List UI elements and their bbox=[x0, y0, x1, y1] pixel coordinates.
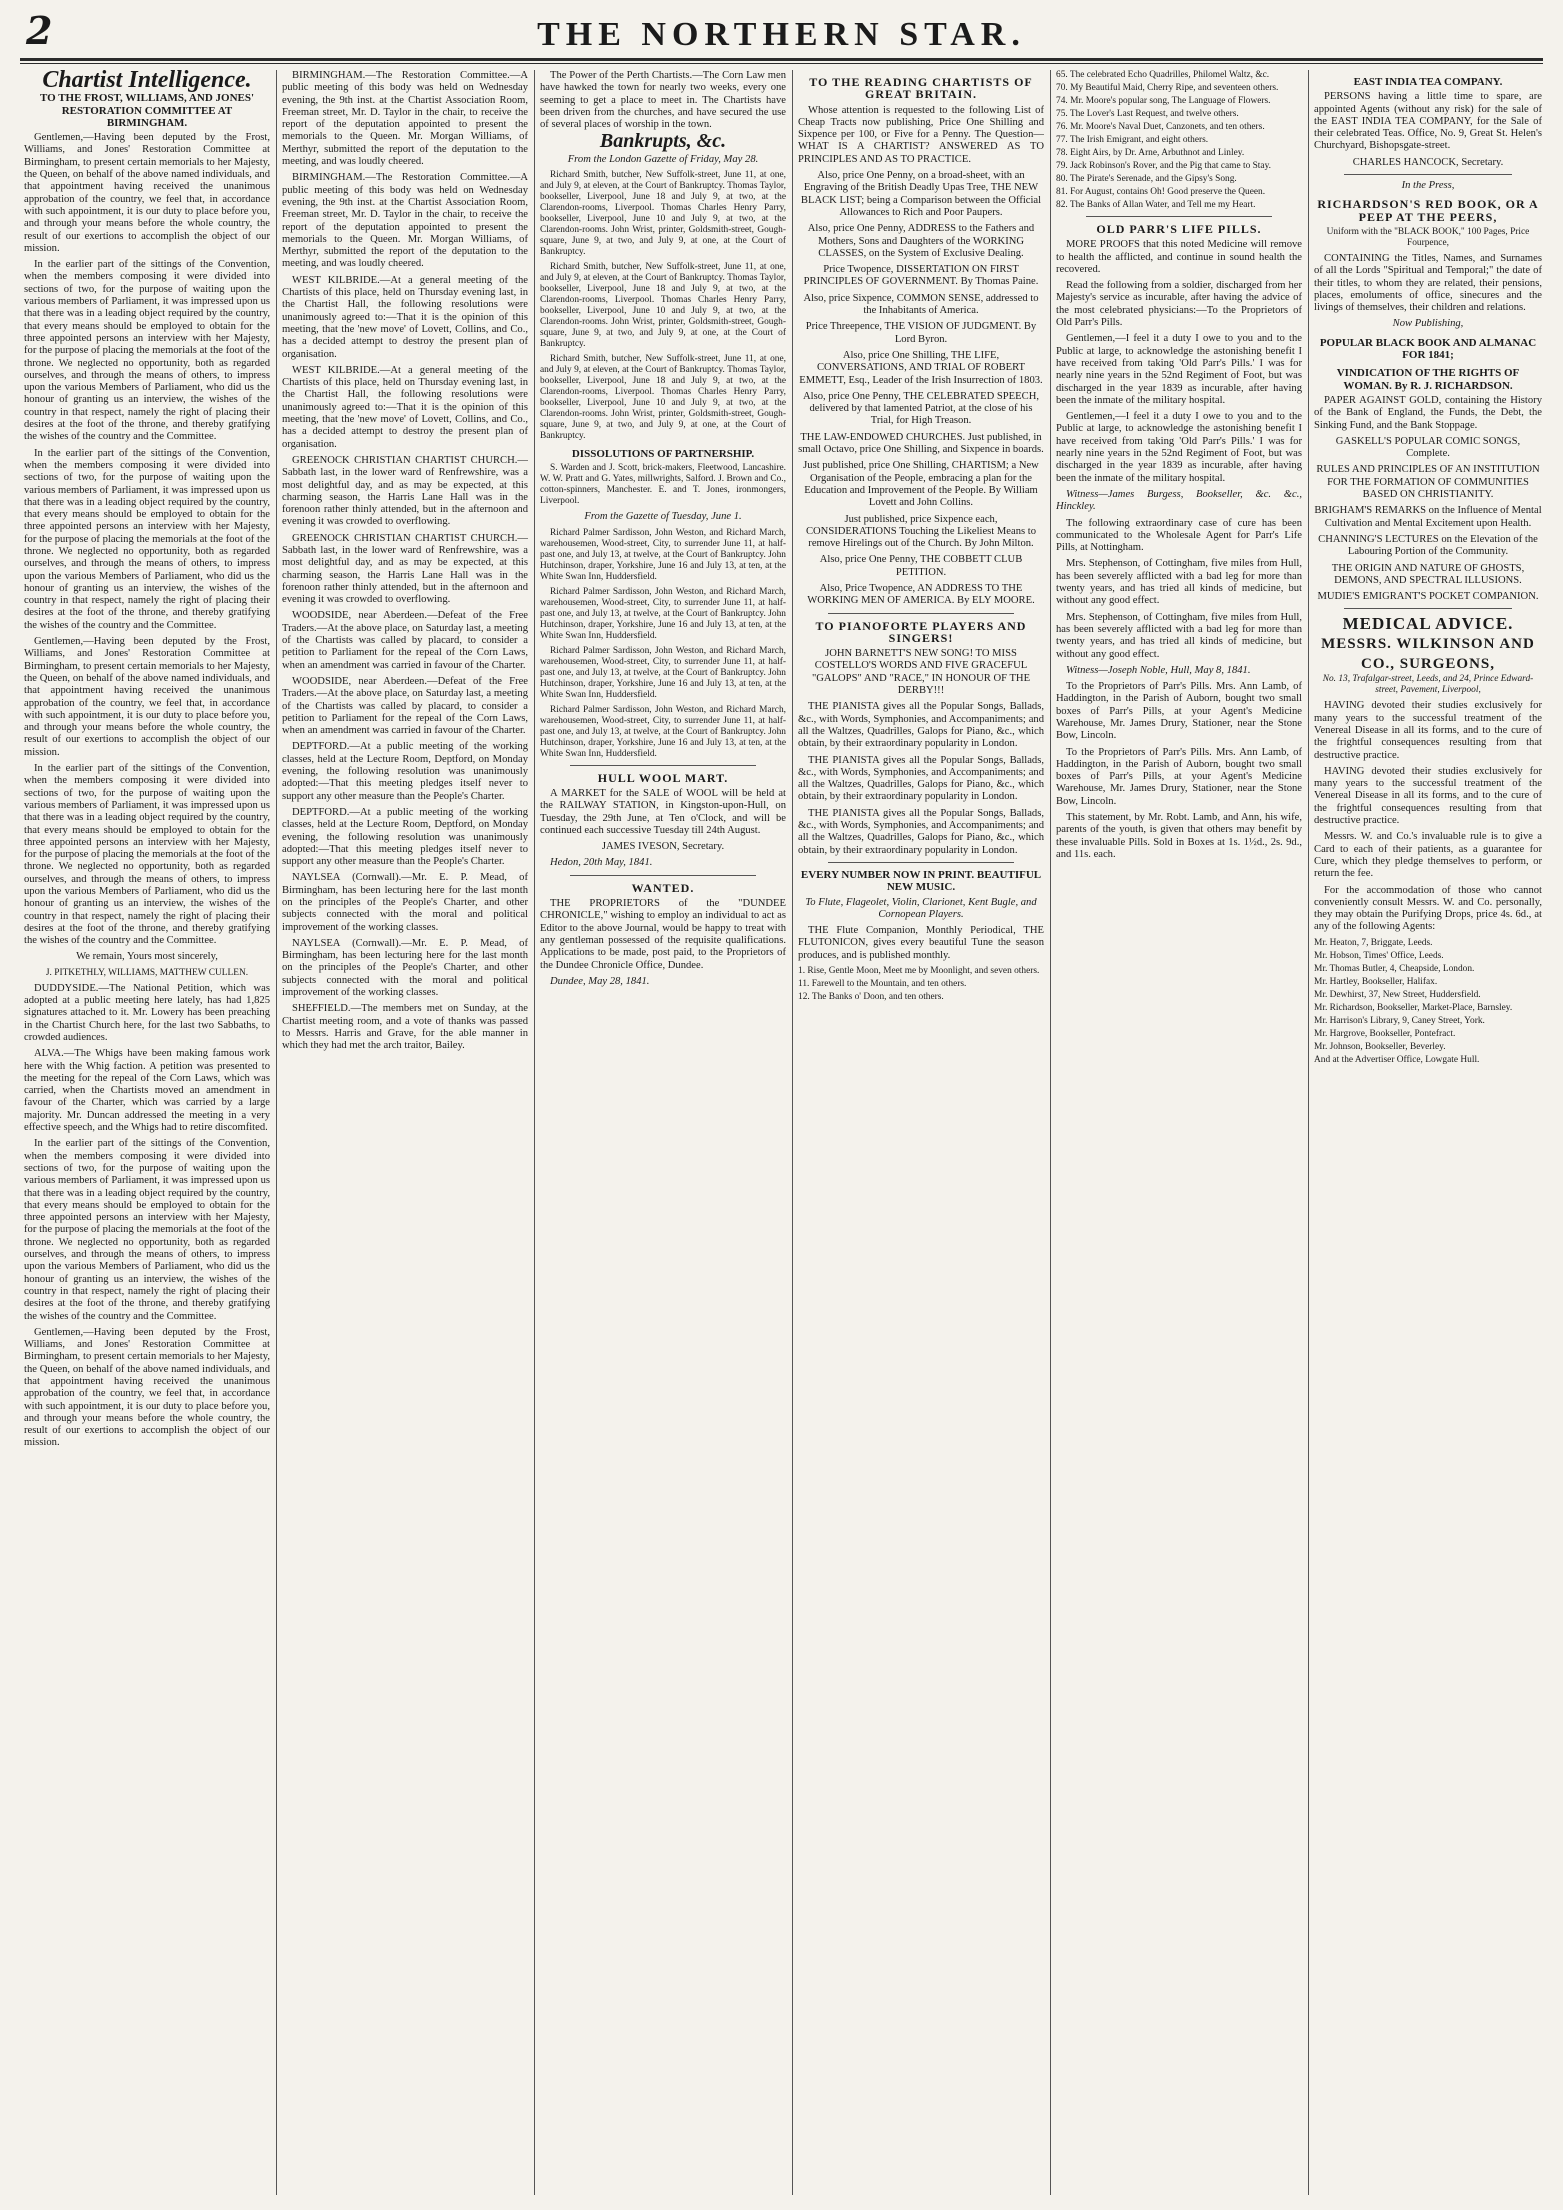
list-item: 78. Eight Airs, by Dr. Arne, Arbuthnot and Linley. bbox=[1056, 148, 1245, 158]
divider bbox=[828, 862, 1014, 863]
tract-item: Also, price One Shilling, THE LIFE, CONVERSATIONS, AND TRIAL OF ROBERT EMMETT, Esq., Leader of the Irish Insurrection of 1803. bbox=[799, 349, 1043, 386]
agent-item: Mr. Harrison's Library, 9, Caney Street, York. bbox=[1314, 1015, 1485, 1026]
tract-item: Price Threepence, THE VISION OF JUDGMENT. By Lord Byron. bbox=[805, 321, 1037, 345]
parr-text: Gentlemen,—I feel it a duty I owe to you and to the Public at large, to acknowledge the astonishing benefit I have received from taking 'Old Parr's Pills.' I was for nearly nine years in the 52nd Regiment of Foot, but was discharged in the year 1839 as incurable, after having been the inmate of the military hospital. bbox=[1056, 333, 1302, 406]
dissolutions-list: S. Warden and J. Scott, brick-makers, Fleetwood, Lancashire. W. W. Pratt and G. Yates, millwrights, Salford. J. Brown and Co., cotton-spinners, Manchester. E. and T. Jones, ironmongers, Liverpool. bbox=[540, 463, 786, 507]
parr-text: Read the following from a soldier, discharged from her Majesty's service as incurable, after having the advice of the most celebrated physicians:—To the Proprietors of Old Parr's Pills. bbox=[1056, 280, 1302, 329]
article-paragraph: Gentlemen,—Having been deputed by the Frost, Williams, and Jones' Restoration Committee at Birmingham, to present certain memorials to her Majesty, the Queen, on behalf of the above named individuals, and that appointment having received the unanimous approbation of the country, we feel that, in accordance with such appointment, it is our duty to place before you, and through your means before the whole country, the result of our exertions to accomplish the object of our mission. bbox=[24, 636, 270, 758]
article-heading: TO THE FROST, WILLIAMS, AND JONES' RESTORATION COMMITTEE AT BIRMINGHAM. bbox=[39, 92, 255, 129]
article-paragraph: NAYLSEA (Cornwall).—Mr. E. P. Mead, of Birmingham, has been lecturing here for the last month on the principles of the People's Charter, and other subjects connected with the moral and political improvement of the working classes. bbox=[282, 872, 528, 933]
tract-item: Also, Price Twopence, AN ADDRESS TO THE WORKING MEN OF AMERICA. By ELY MOORE. bbox=[807, 582, 1035, 607]
hull-wool-text: A MARKET for the SALE of WOOL will be held at the RAILWAY STATION, in Kingston-upon-Hull, on Tuesday, the 29th June, at Ten o'Clock, and will be continued each successive Tuesday till 24th August. bbox=[540, 787, 786, 836]
column-divider bbox=[276, 70, 277, 2195]
agent-item: Mr. Dewhirst, 37, New Street, Huddersfield. bbox=[1314, 989, 1481, 1000]
list-item: 74. Mr. Moore's popular song, The Language of Flowers. bbox=[1056, 96, 1271, 106]
vindication-heading: VINDICATION OF THE RIGHTS OF WOMAN. By R. J. RICHARDSON. bbox=[1336, 367, 1520, 392]
article-paragraph: BIRMINGHAM.—The Restoration Committee.—A public meeting of this body was held on Wednesday evening, the 9th inst. at the Chartist Association Room, Freeman street, Mr. D. Taylor in the chair, to receive the report of the deputation appointed to present the memorials to the Queen. Mr. Morgan Williams, of Merthyr, submitted the report of the deputation to the meeting, and was loudly cheered. bbox=[282, 70, 528, 168]
list-item: 77. The Irish Emigrant, and eight others. bbox=[1056, 135, 1209, 145]
richardson-sub: Uniform with the "BLACK BOOK," 100 Pages, Price Fourpence, bbox=[1326, 226, 1530, 248]
column-2 bbox=[282, 70, 528, 2195]
column-divider bbox=[1050, 70, 1051, 2195]
article-paragraph: In the earlier part of the sittings of the Convention, when the members composing it were divided into sections of two, for the purpose of waiting upon the various members of Parliament, it was impressed upon us that there was in a leading object required by the country, that every means should be employed to obtain for the three appointed persons an interview with her Majesty, for the purpose of placing the memorials at the foot of the throne. We neglected no opportunity, both as regarded ourselves, and through the means of others, to impress upon the various Members of Parliament, who did us the honour of granting us an interview, the wishes of the country in that respect, namely the right of placing their desires at the foot of the throne, and thereby gratifying the wishes of the country and the Committee. bbox=[24, 763, 270, 947]
list-item: 80. The Pirate's Serenade, and the Gipsy's Song. bbox=[1056, 174, 1237, 184]
agent-item: Mr. Hobson, Times' Office, Leeds. bbox=[1314, 950, 1444, 961]
tract-item: Also, price One Penny, on a broad-sheet, with an Engraving of the British Deadly Upas Tree, THE NEW BLACK LIST; being a Comparison between the Official Allowances to Rich and Poor Paupers. bbox=[800, 170, 1042, 218]
music-heading: EVERY NUMBER NOW IN PRINT. BEAUTIFUL NEW MUSIC. bbox=[800, 868, 1042, 894]
almanac-label: Now Publishing, bbox=[1392, 318, 1464, 330]
parr-text: The following extraordinary case of cure has been communicated to the Wholesale Agent for Parr's Life Pills, at Nottingham. bbox=[1056, 517, 1302, 554]
tracts-heading: TO THE READING CHARTISTS OF GREAT BRITAIN. bbox=[809, 75, 1033, 102]
wanted-heading: WANTED. bbox=[631, 880, 695, 895]
masthead-rule-thin bbox=[20, 63, 1543, 64]
gaskell-heading: GASKELL'S POPULAR COMIC SONGS, Complete. bbox=[1335, 435, 1521, 460]
rules-heading: RULES AND PRINCIPLES OF AN INSTITUTION FOR THE FORMATION OF COMMUNITIES BASED ON CHRISTIANITY. bbox=[1316, 464, 1540, 501]
parr-text: To the Proprietors of Parr's Pills. Mrs. Ann Lamb, of Haddington, in the Parish of Auborn, bought two small boxes of Parr's Pills, at your Agent's Medicine Warehouse, Mr. James Drury, Stationer, near the Stone Bow, Lincoln. bbox=[1056, 681, 1302, 742]
channing-heading: CHANNING'S LECTURES on the Elevation of the Labouring Portion of the Community. bbox=[1318, 533, 1538, 558]
page-number: 2 bbox=[26, 8, 53, 53]
list-item: 75. The Lover's Last Request, and twelve others. bbox=[1056, 109, 1239, 119]
origin-heading: THE ORIGIN AND NATURE OF GHOSTS, DEMONS, AND SPECTRAL ILLUSIONS. bbox=[1331, 562, 1525, 586]
piano-text: THE PIANISTA gives all the Popular Songs, Ballads, &c., with Words, Symphonies, and Accompaniments; and all the Waltzes, Quadrilles, Galops for Piano, &c., which obtain, by their extraordinary popularity in London. bbox=[798, 754, 1044, 803]
article-paragraph: Gentlemen,—Having been deputed by the Frost, Williams, and Jones' Restoration Committee at Birmingham, to present certain memorials to her Majesty, the Queen, on behalf of the above named individuals, and that appointment having received the unanimous approbation of the country, we feel that, in accordance with such appointment, it is our duty to place before you, and through your means before the whole country, the result of our exertions to accomplish the object of our mission. bbox=[24, 1326, 270, 1449]
agent-item: Mr. Hargrove, Bookseller, Pontefract. bbox=[1314, 1028, 1456, 1039]
list-item: 1. Rise, Gentle Moon, Meet me by Moonlight, and seven others. bbox=[798, 966, 1040, 976]
column-4 bbox=[798, 70, 1044, 2195]
music-text: THE Flute Companion, Monthly Periodical, THE FLUTONICON, gives every beautiful Tune the season produces, and is published monthly. bbox=[798, 925, 1044, 961]
list-item: 79. Jack Robinson's Rover, and the Pig that came to Stay. bbox=[1056, 161, 1271, 171]
piano-text: THE PIANISTA gives all the Popular Songs, Ballads, &c., with Words, Symphonies, and Accompaniments; and all the Waltzes, Quadrilles, Galops for Piano, &c., which obtain, by their extraordinary popularity in London. bbox=[798, 701, 1044, 750]
parr-footer: This statement, by Mr. Robt. Lamb, and Ann, his wife, parents of the youth, is given that others may benefit by these invaluable Pills. Sold in Boxes at 1s. 1½d., 2s. 9d., and 11s. each. bbox=[1056, 812, 1302, 860]
music-list bbox=[1056, 70, 1302, 211]
brigham-heading: BRIGHAM'S REMARKS on the Influence of Mental Cultivation and Mental Excitement upon Health. bbox=[1314, 505, 1542, 529]
article-paragraph: WEST KILBRIDE.—At a general meeting of the Chartists of this place, held on Thursday evening last, in the Chartist Hall, the following resolutions were unanimously agreed to:—That it is the opinion of this meeting, that the 'new move' of Lovett, Collins, and Co., has a decided attempt to destroy the present plan of organisation. bbox=[282, 274, 528, 360]
medical-text: HAVING devoted their studies exclusively for many years to the successful treatment of the Venereal Disease in all its forms, and to the cure of the frightful consequences resulting from that destructive practice. bbox=[1314, 765, 1542, 827]
section-title: Chartist Intelligence. bbox=[42, 70, 252, 93]
gazette-date: From the London Gazette of Friday, May 28. bbox=[567, 153, 759, 165]
piano-sub: JOHN BARNETT'S NEW SONG! TO MISS COSTELLO'S WORDS AND FIVE GRACEFUL "GALOPS" AND "RACE," IN HONOUR OF THE DERBY!!! bbox=[811, 648, 1031, 697]
tract-item: THE LAW-ENDOWED CHURCHES. Just published, in small Octavo, price One Shilling, and Sixpence in boards. bbox=[798, 431, 1044, 456]
hull-wool-date: Hedon, 20th May, 1841. bbox=[550, 857, 653, 869]
wanted-date: Dundee, May 28, 1841. bbox=[550, 975, 650, 987]
bankrupts-list: Richard Smith, butcher, New Suffolk-street, June 11, at one, and July 9, at eleven, at the Court of Bankruptcy. Thomas Taylor, bookseller, Liverpool, June 18 and July 9, at two, at the Clarendon-rooms, Liverpool. Thomas Charles Henry Parry, bookseller, Liverpool, June 10 and July 9, at two, at the Clarendon-rooms. John Wrist, printer, Goldsmith-street, Gough-square, June 9, at two, and July 9, at one, at the Court of Bankruptcy. bbox=[540, 262, 786, 350]
signature-label: We remain, Yours most sincerely, bbox=[76, 951, 218, 963]
medical-text: HAVING devoted their studies exclusively for many years to the successful treatment of the Venereal Disease in all its forms, and to the cure of the frightful consequences resulting from that destructive practice. bbox=[1314, 700, 1542, 761]
tract-item: Also, price Sixpence, COMMON SENSE, addressed to the Inhabitants of America. bbox=[803, 292, 1039, 317]
article-paragraph: In the earlier part of the sittings of the Convention, when the members composing it were divided into sections of two, for the purpose of waiting upon the various members of Parliament, it was impressed upon us that there was in a leading object required by the country, that every means should be employed to obtain for the three appointed persons an interview with her Majesty, for the purpose of placing the memorials at the foot of the throne. We neglected no opportunity, both as regarded ourselves, and through the means of others, to impress upon the various Members of Parliament, who did us the honour of granting us an interview, the wishes of the country in that respect, namely the right of placing their desires at the foot of the throne, and thereby gratifying the wishes of the country and the Committee. bbox=[24, 259, 270, 443]
article-paragraph: GREENOCK CHRISTIAN CHARTIST CHURCH.—Sabbath last, in the lower ward of Renfrewshire, was a most delightful day, and as may be expected, at this charming season, the Harris Lane Hall was in the forenoon rather thinly attended, but in the afternoon and evening it was crowded to overflowing. bbox=[282, 532, 528, 606]
tract-item: Just published, price One Shilling, CHARTISM; a New Organisation of the People, embracing a plan for the Education and Improvement of the People. By William Lovett and John Collins. bbox=[803, 460, 1039, 509]
dissolutions-heading: DISSOLUTIONS OF PARTNERSHIP. bbox=[571, 448, 755, 461]
hull-wool-heading: HULL WOOL MART. bbox=[597, 770, 729, 785]
column-3 bbox=[540, 70, 786, 2195]
divider bbox=[1086, 216, 1272, 217]
music-list bbox=[798, 966, 1044, 1003]
agents-heading: For the accommodation of those who cannot conveniently consult Messrs. W. and Co. personally, they may obtain the Purifying Drops, price 4s. 6d., at any of the following Agents: bbox=[1314, 884, 1542, 933]
parr-witness: Witness—Joseph Noble, Hull, May 8, 1841. bbox=[1066, 664, 1251, 676]
tea-heading: EAST INDIA TEA COMPANY. bbox=[1353, 76, 1503, 88]
agent-item: Mr. Heaton, 7, Briggate, Leeds. bbox=[1314, 937, 1433, 948]
article-paragraph: GREENOCK CHRISTIAN CHARTIST CHURCH.—Sabbath last, in the lower ward of Renfrewshire, was a most delightful day, and as may be expected, at this charming season, the Harris Lane Hall was in the forenoon rather thinly attended, but in the afternoon and evening it was crowded to overflowing. bbox=[282, 454, 528, 528]
medical-firm: MESSRS. WILKINSON AND CO., SURGEONS, bbox=[1321, 636, 1535, 673]
medical-address: No. 13, Trafalgar-street, Leeds, and 24, Prince Edward-street, Pavement, Liverpool, bbox=[1322, 674, 1534, 696]
article-paragraph: ALVA.—The Whigs have been making famous work here with the Whig faction. A petition was presented to the meeting for the repeal of the Corn Laws, which was carried, when the Chartists moved an amendment in favour of the Charter, which was carried by a large majority. Mr. Duncan addressed the meeting in a very effective speech, and the Whigs had to retire discomfited. bbox=[24, 1048, 270, 1134]
bankrupts-list: Richard Palmer Sardisson, John Weston, and Richard March, warehousemen, Wood-street, City, to surrender June 11, at half-past one, and July 13, at twelve, at the Court of Bankruptcy. John Hutchinson, draper, Yorkshire, June 16 and July 13, at ten, at the White Swan Inn, Huddersfield. bbox=[540, 645, 786, 700]
article-paragraph: WOODSIDE, near Aberdeen.—Defeat of the Free Traders.—At the above place, on Saturday last, a meeting of the Chartists was called by placard, to consider a petition to Parliament for the repeal of the Corn Laws, when an amendment was carried in favour of the Charter. bbox=[282, 610, 528, 671]
tea-text: PERSONS having a little time to spare, are appointed Agents (without any risk) for the sale of the EAST INDIA TEA COMPANY, for the Sale of their celebrated Teas. Office, No. 9, Great St. Helen's Churchyard, Bishopsgate-street. bbox=[1314, 91, 1542, 152]
column-5 bbox=[1056, 70, 1302, 2195]
agent-item: Mr. Hartley, Bookseller, Halifax. bbox=[1314, 976, 1438, 987]
column-divider bbox=[1308, 70, 1309, 2195]
agent-item: Mr. Thomas Butler, 4, Cheapside, London. bbox=[1314, 963, 1475, 974]
agents-list bbox=[1314, 938, 1542, 1066]
almanac-heading: POPULAR BLACK BOOK AND ALMANAC FOR 1841; bbox=[1319, 336, 1537, 362]
list-item: 11. Farewell to the Mountain, and ten others. bbox=[798, 979, 967, 989]
section-heading-bankrupts: Bankrupts, &c. bbox=[599, 130, 727, 153]
tract-item: Just published, price Sixpence each, CONSIDERATIONS Touching the Likeliest Means to remove Hirelings out of the Church. By John Milton. bbox=[805, 513, 1037, 550]
parr-witness: Witness—James Burgess, Bookseller, &c. &c., Hinckley. bbox=[1056, 488, 1302, 513]
parr-text: To the Proprietors of Parr's Pills. Mrs. Ann Lamb, of Haddington, in the Parish of Auborn, bought two small boxes of Parr's Pills, at your Agent's Medicine Warehouse, Mr. James Drury, Stationer, near the Stone Bow, Lincoln. bbox=[1056, 746, 1302, 807]
list-item: 81. For August, contains Oh! Good preserve the Queen. bbox=[1056, 187, 1266, 197]
masthead bbox=[20, 8, 1543, 56]
richardson-heading: RICHARDSON'S RED BOOK, OR A PEEP AT THE PEERS, bbox=[1317, 197, 1539, 224]
article-paragraph: DUDDYSIDE.—The National Petition, which was adopted at a public meeting here lately, has had 1,825 signatures attached to it. Mr. Lowery has been preaching in the Chartist Church here, for the last two Sabbaths, to crowded audiences. bbox=[24, 982, 270, 1043]
tract-item: Price Twopence, DISSERTATION ON FIRST PRINCIPLES OF GOVERNMENT. By Thomas Paine. bbox=[803, 264, 1039, 288]
article-paragraph: Gentlemen,—Having been deputed by the Frost, Williams, and Jones' Restoration Committee at Birmingham, to present certain memorials to her Majesty, the Queen, on behalf of the above named individuals, and that appointment having received the unanimous approbation of the country, we feel that, in accordance with such appointment, it is our duty to place before you, and through your means before the whole country, the result of our exertions to accomplish the object of our mission. bbox=[24, 132, 270, 254]
bankrupts-list: Richard Palmer Sardisson, John Weston, and Richard March, warehousemen, Wood-street, City, to surrender June 11, at half-past one, and July 13, at twelve, at the Court of Bankruptcy. John Hutchinson, draper, Yorkshire, June 16 and July 13, at ten, at the White Swan Inn, Huddersfield. bbox=[540, 586, 786, 641]
article-paragraph: NAYLSEA (Cornwall).—Mr. E. P. Mead, of Birmingham, has been lecturing here for the last month on the principles of the People's Charter, and other subjects connected with the moral and political improvement of the working classes. bbox=[282, 937, 528, 999]
agent-item: Mr. Richardson, Bookseller, Market-Place, Barnsley. bbox=[1314, 1002, 1513, 1013]
bankrupts-list: Richard Smith, butcher, New Suffolk-street, June 11, at one, and July 9, at eleven, at the Court of Bankruptcy. Thomas Taylor, bookseller, Liverpool, June 18 and July 9, at two, at the Clarendon-rooms, Liverpool. Thomas Charles Henry Parry, bookseller, Liverpool, June 10 and July 9, at two, at the Clarendon-rooms. John Wrist, printer, Goldsmith-street, Gough-square, June 9, at two, and July 9, at one, at the Court of Bankruptcy. bbox=[540, 170, 786, 258]
parr-text: Mrs. Stephenson, of Cottingham, five miles from Hull, has been severely afflicted with a bad leg for more than twenty years, and has tried all kinds of medicine, but without any good effect. bbox=[1056, 611, 1302, 660]
wanted-text: THE PROPRIETORS of the "DUNDEE CHRONICLE," wishing to employ an individual to act as Editor to the above Journal, would be happy to treat with any gentleman possessed of the requisite qualifications. Applications to be made, post paid, to the Proprietors of the Dundee Chronicle Office, Dundee. bbox=[540, 898, 786, 971]
gazette-date: From the Gazette of Tuesday, June 1. bbox=[584, 511, 742, 523]
list-item: 70. My Beautiful Maid, Cherry Ripe, and seventeen others. bbox=[1056, 83, 1279, 93]
piano-heading: TO PIANOFORTE PLAYERS AND SINGERS! bbox=[815, 618, 1027, 645]
article-paragraph: WOODSIDE, near Aberdeen.—Defeat of the Free Traders.—At the above place, on Saturday last, a meeting of the Chartists was called by placard, to consider a petition to Parliament for the repeal of the Corn Laws, when an amendment was carried in favour of the Charter. bbox=[282, 675, 528, 737]
tract-item: Also, price One Penny, ADDRESS to the Fathers and Mothers, Sons and Daughters of the WORKING CLASSES, on the System of Exclusive Dealing. bbox=[807, 223, 1035, 259]
bankrupts-list: Richard Palmer Sardisson, John Weston, and Richard March, warehousemen, Wood-street, City, to surrender June 11, at half-past one, and July 13, at twelve, at the Court of Bankruptcy. John Hutchinson, draper, Yorkshire, June 16 and July 13, at ten, at the White Swan Inn, Huddersfield. bbox=[540, 704, 786, 759]
article-paragraph: BIRMINGHAM.—The Restoration Committee.—A public meeting of this body was held on Wednesday evening, the 9th inst. at the Chartist Association Room, Freeman street, Mr. D. Taylor in the chair, to receive the report of the deputation appointed to present the memorials to the Queen. Mr. Morgan Williams, of Merthyr, submitted the report of the deputation to the meeting, and was loudly cheered. bbox=[282, 172, 528, 270]
richardson-text: CONTAINING the Titles, Names, and Surnames of all the Lords "Spiritual and Temporal;" the date of their titles, to whom they are related, their pensions, places, emoluments of office, sinecures and the livings of themselves, their children and relations. bbox=[1314, 252, 1542, 314]
divider bbox=[570, 875, 756, 876]
divider bbox=[570, 765, 756, 766]
article-paragraph: The Power of the Perth Chartists.—The Corn Law men have hawked the town for nearly two weeks, every one seeming to get a place to meet in. The Chartists have been driven from the churches, and have secured the use of several places of worship in the town. bbox=[540, 70, 786, 131]
bankrupts-list: Richard Smith, butcher, New Suffolk-street, June 11, at one, and July 9, at eleven, at the Court of Bankruptcy. Thomas Taylor, bookseller, Liverpool, June 18 and July 9, at two, at the Clarendon-rooms, Liverpool. Thomas Charles Henry Parry, bookseller, Liverpool, June 10 and July 9, at two, at the Clarendon-rooms. John Wrist, printer, Goldsmith-street, Gough-square, June 9, at two, and July 9, at one, at the Court of Bankruptcy. bbox=[540, 354, 786, 442]
signatories: J. PITKETHLY, WILLIAMS, MATTHEW CULLEN. bbox=[45, 967, 249, 978]
medical-text: Messrs. W. and Co.'s invaluable rule is to give a Card to each of their patients, as a guarantee for Cure, which they pledge themselves to perform, or return the fee. bbox=[1314, 831, 1542, 880]
list-item: 76. Mr. Moore's Naval Duet, Canzonets, and ten others. bbox=[1056, 122, 1265, 132]
parr-text: Mrs. Stephenson, of Cottingham, five miles from Hull, has been severely afflicted with a bad leg for more than twenty years, and has tried all kinds of medicine, but without any good effect. bbox=[1056, 558, 1302, 607]
press-label: In the Press, bbox=[1401, 180, 1455, 192]
column-divider bbox=[792, 70, 793, 2195]
divider bbox=[1344, 608, 1512, 609]
medical-heading: MEDICAL ADVICE. bbox=[1342, 614, 1514, 634]
newspaper-title: THE NORTHERN STAR. bbox=[537, 16, 1026, 53]
column-6 bbox=[1314, 70, 1542, 2195]
tracts-intro: Whose attention is requested to the following List of Cheap Tracts now publishing, Price One Shilling and Sixpence per 100, or Five for a Penny. The Question—WHAT IS A CHARTIST? ANSWERED AS TO PRINCIPLES AND AS TO PRACTICE. bbox=[798, 104, 1044, 165]
masthead-rule bbox=[20, 58, 1543, 61]
agent-item: And at the Advertiser Office, Lowgate Hull. bbox=[1314, 1054, 1480, 1065]
paper-heading: PAPER AGAINST GOLD, containing the History of the Bank of England, the Funds, the Debt, the Sinking Fund, and the Bank Stoppage. bbox=[1314, 394, 1542, 431]
article-paragraph: In the earlier part of the sittings of the Convention, when the members composing it were divided into sections of two, for the purpose of waiting upon the various members of Parliament, it was impressed upon us that there was in a leading object required by the country, that every means should be employed to obtain for the three appointed persons an interview with her Majesty, for the purpose of placing the memorials at the foot of the throne. We neglected no opportunity, both as regarded ourselves, and through the means of others, to impress upon the various Members of Parliament, who did us the honour of granting us an interview, the wishes of the country in that respect, namely the right of placing their desires at the foot of the throne, and thereby gratifying the wishes of the country and the Committee. bbox=[24, 447, 270, 631]
column-1 bbox=[24, 70, 270, 2195]
agent-item: Mr. Johnson, Bookseller, Beverley. bbox=[1314, 1041, 1446, 1052]
article-paragraph: DEPTFORD.—At a public meeting of the working classes, held at the Lecture Room, Deptford, on Monday evening, the following resolution was unanimously adopted:—That this meeting pledges itself never to support any other measure than the People's Charter. bbox=[282, 741, 528, 802]
parr-text: MORE PROOFS that this noted Medicine will remove to health the afflicted, and continue in sound health the recovered. bbox=[1056, 239, 1302, 275]
mudie-heading: MUDIE'S EMIGRANT'S POCKET COMPANION. bbox=[1317, 591, 1539, 603]
list-item: 65. The celebrated Echo Quadrilles, Philomel Waltz, &c. bbox=[1056, 70, 1270, 80]
music-sub: To Flute, Flageolet, Violin, Clarionet, Kent Bugle, and Cornopean Players. bbox=[805, 896, 1037, 920]
hull-wool-signed: JAMES IVESON, Secretary. bbox=[601, 841, 725, 853]
list-item: 12. The Banks o' Doon, and ten others. bbox=[798, 992, 944, 1002]
article-paragraph: SHEFFIELD.—The members met on Sunday, at the Chartist meeting room, and a vote of thanks was passed to Messrs. Harris and Grave, for the able manner in which they had met the arch traitor, Bailey. bbox=[282, 1003, 528, 1052]
tract-item: Also, price One Penny, THE COBBETT CLUB PETITION. bbox=[819, 554, 1023, 578]
list-item: 82. The Banks of Allan Water, and Tell me my Heart. bbox=[1056, 200, 1256, 210]
article-paragraph: WEST KILBRIDE.—At a general meeting of the Chartists of this place, held on Thursday evening last, in the Chartist Hall, the following resolutions were unanimously agreed to:—That it is the opinion of this meeting, that the 'new move' of Lovett, Collins, and Co., has a decided attempt to destroy the present plan of organisation. bbox=[282, 364, 528, 450]
piano-text: THE PIANISTA gives all the Popular Songs, Ballads, &c., with Words, Symphonies, and Accompaniments; and all the Waltzes, Quadrilles, Galops for Piano, &c., which obtain, by their extraordinary popularity in London. bbox=[798, 807, 1044, 856]
parr-text: Gentlemen,—I feel it a duty I owe to you and to the Public at large, to acknowledge the astonishing benefit I have received from taking 'Old Parr's Pills.' I was for nearly nine years in the 52nd Regiment of Foot, but was discharged in the year 1839 as incurable, after having been the inmate of the military hospital. bbox=[1056, 411, 1302, 484]
bankrupts-list: Richard Palmer Sardisson, John Weston, and Richard March, warehousemen, Wood-street, City, to surrender June 11, at half-past one, and July 13, at twelve, at the Court of Bankruptcy. John Hutchinson, draper, Yorkshire, June 16 and July 13, at ten, at the White Swan Inn, Huddersfield. bbox=[540, 527, 786, 582]
article-paragraph: In the earlier part of the sittings of the Convention, when the members composing it were divided into sections of two, for the purpose of waiting upon the various members of Parliament, it was impressed upon us that there was in a leading object required by the country, that every means should be employed to obtain for the three appointed persons an interview with her Majesty, for the purpose of placing the memorials at the foot of the throne. We neglected no opportunity, both as regarded ourselves, and through the means of others, to impress upon the various Members of Parliament, who did us the honour of granting us an interview, the wishes of the country in that respect, namely the right of placing their desires at the foot of the throne, and thereby gratifying the wishes of the country and the Committee. bbox=[24, 1138, 270, 1322]
tea-contact: CHARLES HANCOCK, Secretary. bbox=[1352, 156, 1504, 168]
divider bbox=[1344, 174, 1512, 175]
tract-item: Also, price One Penny, THE CELEBRATED SPEECH, delivered by that lamented Patriot, at the close of his Trial, for High Treason. bbox=[803, 390, 1039, 427]
parr-heading: OLD PARR'S LIFE PILLS. bbox=[1096, 222, 1262, 236]
article-paragraph: DEPTFORD.—At a public meeting of the working classes, held at the Lecture Room, Deptford, on Monday evening, the following resolution was unanimously adopted:—That this meeting pledges itself never to support any other measure than the People's Charter. bbox=[282, 806, 528, 868]
column-divider bbox=[534, 70, 535, 2195]
divider bbox=[828, 613, 1014, 614]
